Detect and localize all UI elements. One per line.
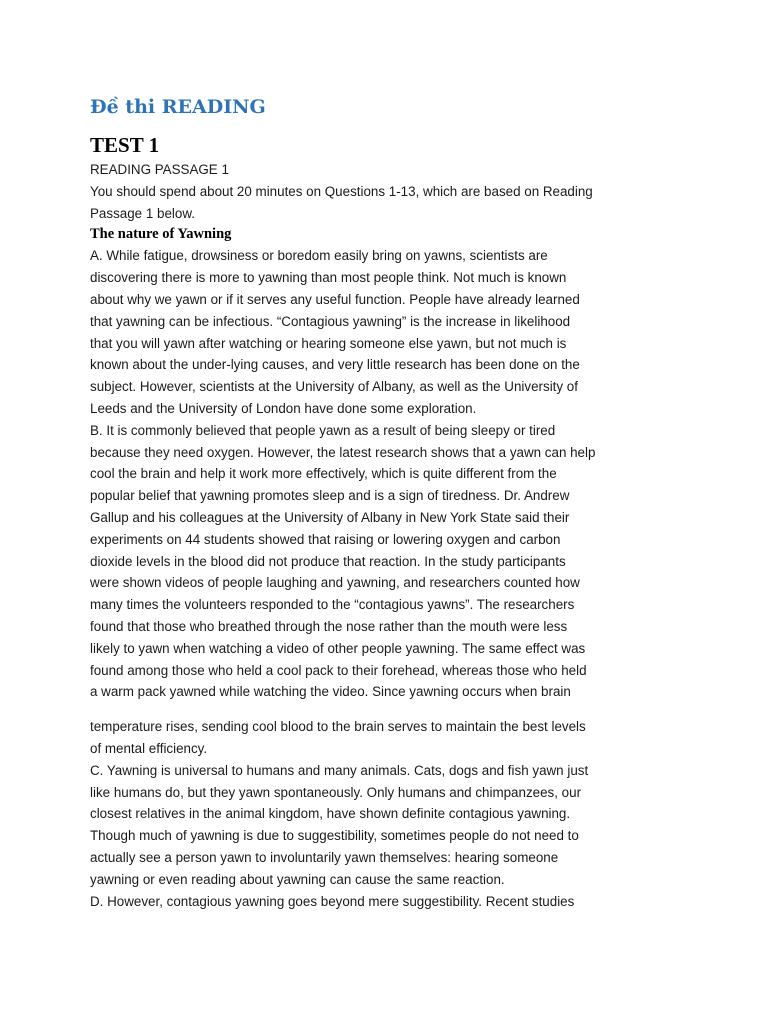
passage-line: closest relatives in the animal kingdom, have shown definite contagious yawning. xyxy=(90,806,571,822)
passage-title: The nature of Yawning xyxy=(90,226,232,243)
passage-line: yawning or even reading about yawning can cause the same reaction. xyxy=(90,871,505,887)
passage-label: READING PASSAGE 1 xyxy=(90,162,229,177)
passage-line: were shown videos of people laughing and yawning, and researchers counted how xyxy=(90,575,580,591)
passage-line: Gallup and his colleagues at the University of Albany in New York State said their xyxy=(90,509,570,525)
passage-line: subject. However, scientists at the University of Albany, as well as the University of xyxy=(90,379,578,395)
passage-line: about why we yawn or if it serves any useful function. People have already learned xyxy=(90,291,580,307)
passage-line: that yawning can be infectious. “Contagious yawning” is the increase in likelihood xyxy=(90,313,571,329)
test-title: TEST 1 xyxy=(90,133,160,157)
passage-body-part2 xyxy=(90,716,618,912)
document-heading: Đề thi READING xyxy=(90,96,266,118)
passage-line: D. However, contagious yawning goes beyond mere suggestibility. Recent studies xyxy=(90,893,575,909)
instruction-line: You should spend about 20 minutes on Questions 1-13, which are based on Reading xyxy=(90,183,593,199)
passage-line: dioxide levels in the blood did not produce that reaction. In the study participants xyxy=(90,553,566,569)
passage-line: of mental efficiency. xyxy=(90,740,208,756)
passage-line: B. It is commonly believed that people yawn as a result of being sleepy or tired xyxy=(90,422,556,438)
passage-line: found that those who breathed through the nose rather than the mouth were less xyxy=(90,618,568,634)
passage-line: temperature rises, sending cool blood to the brain serves to maintain the best levels xyxy=(90,719,586,735)
passage-line: found among those who held a cool pack to their forehead, whereas those who held xyxy=(90,662,587,678)
passage-body-part1 xyxy=(90,245,618,703)
passage-line: many times the volunteers responded to the “contagious yawns”. The researchers xyxy=(90,597,575,613)
passage-line: cool the brain and help it work more effectively, which is quite different from the xyxy=(90,466,557,482)
passage-line: that you will yawn after watching or hearing someone else yawn, but not much is xyxy=(90,335,567,351)
passage-line: actually see a person yawn to involuntarily yawn themselves: hearing someone xyxy=(90,849,559,865)
passage-line: likely to yawn when watching a video of other people yawning. The same effect was xyxy=(90,640,586,656)
passage-line: known about the under-lying causes, and very little research has been done on the xyxy=(90,357,580,373)
passage-line: a warm pack yawned while watching the video. Since yawning occurs when brain xyxy=(90,684,571,700)
passage-line: A. While fatigue, drowsiness or boredom easily bring on yawns, scientists are xyxy=(90,248,548,264)
passage-line: experiments on 44 students showed that raising or lowering oxygen and carbon xyxy=(90,531,561,547)
passage-line: popular belief that yawning promotes sleep and is a sign of tiredness. Dr. Andrew xyxy=(90,488,570,504)
instructions xyxy=(90,181,618,225)
passage-line: like humans do, but they yawn spontaneously. Only humans and chimpanzees, our xyxy=(90,784,582,800)
passage-line: discovering there is more to yawning than most people think. Not much is known xyxy=(90,270,567,286)
passage-line: Leeds and the University of London have done some exploration. xyxy=(90,400,477,416)
page-break-gap xyxy=(90,703,618,716)
passage-line: because they need oxygen. However, the latest research shows that a yawn can help xyxy=(90,444,596,460)
instruction-line: Passage 1 below. xyxy=(90,205,195,221)
passage-line: Though much of yawning is due to suggestibility, sometimes people do not need to xyxy=(90,828,579,844)
passage-line: C. Yawning is universal to humans and many animals. Cats, dogs and fish yawn just xyxy=(90,762,589,778)
